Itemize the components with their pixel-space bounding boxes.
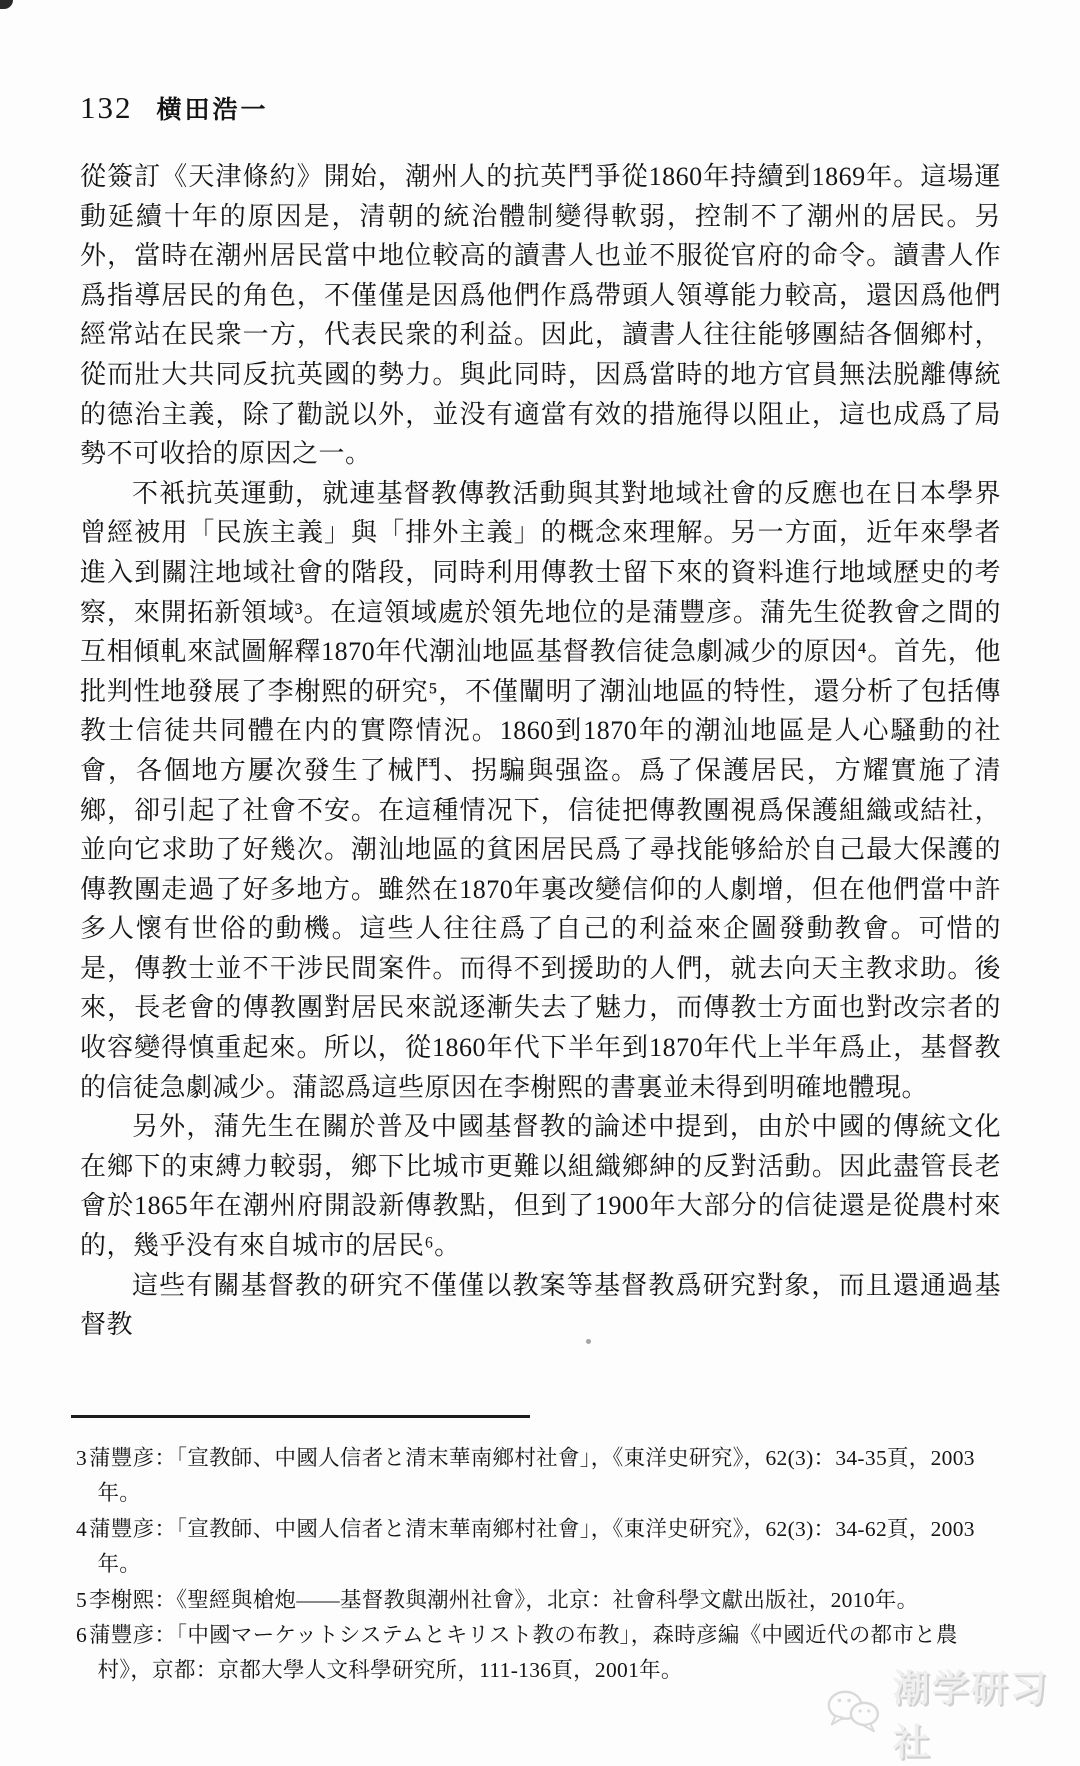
footnote-5-number: 5 <box>76 1587 88 1612</box>
footnotes <box>76 1441 1008 1689</box>
page-header <box>80 90 269 126</box>
paragraph-1: 從簽訂《天津條約》開始，潮州人的抗英鬥爭從1860年持續到1869年。這場運動延續十年的原因是，清朝的統治體制變得軟弱，控制不了潮州的居民。另外，當時在潮州居民當中地位較高的讀書人也並不服從官府的命令。讀書人作爲指導居民的角色，不僅僅是因爲他們作爲帶頭人領導能力較高，還因爲他們經常站在民衆一方，代表民衆的利益。因此，讀書人往往能够團結各個鄉村，從而壯大共同反抗英國的勢力。與此同時，因爲當時的地方官員無法脱離傳統的德治主義，除了勸説以外，並没有適當有效的措施得以阻止，這也成爲了局勢不可收拾的原因之一。 <box>80 162 1001 469</box>
watermark <box>824 1658 1080 1766</box>
footnote-4-text: 蒲豐彦：「宣教師、中國人信者と清末華南鄉村社會」，《東洋史研究》，62(3)：34-62頁，2003年。 <box>89 1516 975 1577</box>
scan-speck <box>586 1339 591 1344</box>
footnote-3-text: 蒲豐彦：「宣教師、中國人信者と清末華南鄉村社會」，《東洋史研究》，62(3)：34-35頁，2003年。 <box>89 1446 975 1506</box>
footnote-6-number: 6 <box>76 1623 88 1648</box>
footnote-6-text: 蒲豐彦：「中國マーケットシステムとキリスト教の布教」，森時彦編《中國近代の都市と農村》，京都：京都大學人文科學研究所，111-136頁，2001年。 <box>89 1623 958 1683</box>
footnote-3-number: 3 <box>76 1446 88 1470</box>
paragraph-3: 另外，蒲先生在關於普及中國基督教的論述中提到，由於中國的傳統文化在鄉下的束縛力較弱，鄉下比城市更難以組織鄉紳的反對活動。因此盡管長老會於1865年在潮州府開設新傳教點，但到了1900年大部分的信徒還是從農村來的，幾乎没有來自城市的居民⁶。 <box>80 1112 1001 1261</box>
footnote-separator-rule <box>71 1415 530 1418</box>
footnote-5 <box>76 1583 1008 1618</box>
footnote-5-text: 李榭熙：《聖經與槍炮——基督教與潮州社會》，北京：社會科學文獻出版社，2010年。 <box>89 1587 919 1612</box>
footnote-4-number: 4 <box>76 1516 88 1541</box>
footnote-4 <box>76 1512 1008 1583</box>
scan-artifact-corner <box>0 0 13 9</box>
paragraph-2: 不衹抗英運動，就連基督教傳教活動與其對地域社會的反應也在日本學界曾經被用「民族主義」與「排外主義」的概念來理解。另一方面，近年來學者進入到關注地域社會的階段，同時利用傳教士留下來的資料進行地域歷史的考察，來開拓新領域³。在這領域處於領先地位的是蒲豐彦。蒲先生從教會之間的互相傾軋來試圖解釋1870年代潮汕地區基督教信徒急劇减少的原因⁴。首先，他批判性地發展了李榭熙的研究⁵，不僅闡明了潮汕地區的特性，還分析了包括傳教士信徒共同體在内的實際情況。1860到1870年的潮汕地區是人心騷動的社會，各個地方屢次發生了械鬥、拐騙與强盗。爲了保護居民，方耀實施了清鄉，卻引起了社會不安。在這種情况下，信徒把傳教團視爲保護組織或結社，並向它求助了好幾次。潮汕地區的貧困居民爲了尋找能够給於自己最大保護的傳教團走過了好多地方。雖然在1870年裏改變信仰的人劇增，但在他們當中許多人懷有世俗的動機。這些人往往爲了自己的利益來企圖發動教會。可惜的是，傳教士並不干涉民間案件。而得不到援助的人們，就去向天主教求助。後來，長老會的傳教團對居民來説逐漸失去了魅力，而傳教士方面也對改宗者的收容變得慎重起來。所以，從1860年代下半年到1870年代上半年爲止，基督教的信徒急劇减少。蒲認爲這些原因在李榭熙的書裏並未得到明確地體現。 <box>80 478 1001 1102</box>
footnote-3 <box>76 1441 1008 1512</box>
paragraph-4: 這些有關基督教的研究不僅僅以教案等基督教爲研究對象，而且還通過基督教 <box>80 1270 1001 1340</box>
page-number: 132 <box>80 90 133 125</box>
body-text <box>80 157 1001 1345</box>
running-title: 横田浩一 <box>156 97 269 124</box>
watermark-text: 潮学研习社 <box>892 1668 1049 1763</box>
